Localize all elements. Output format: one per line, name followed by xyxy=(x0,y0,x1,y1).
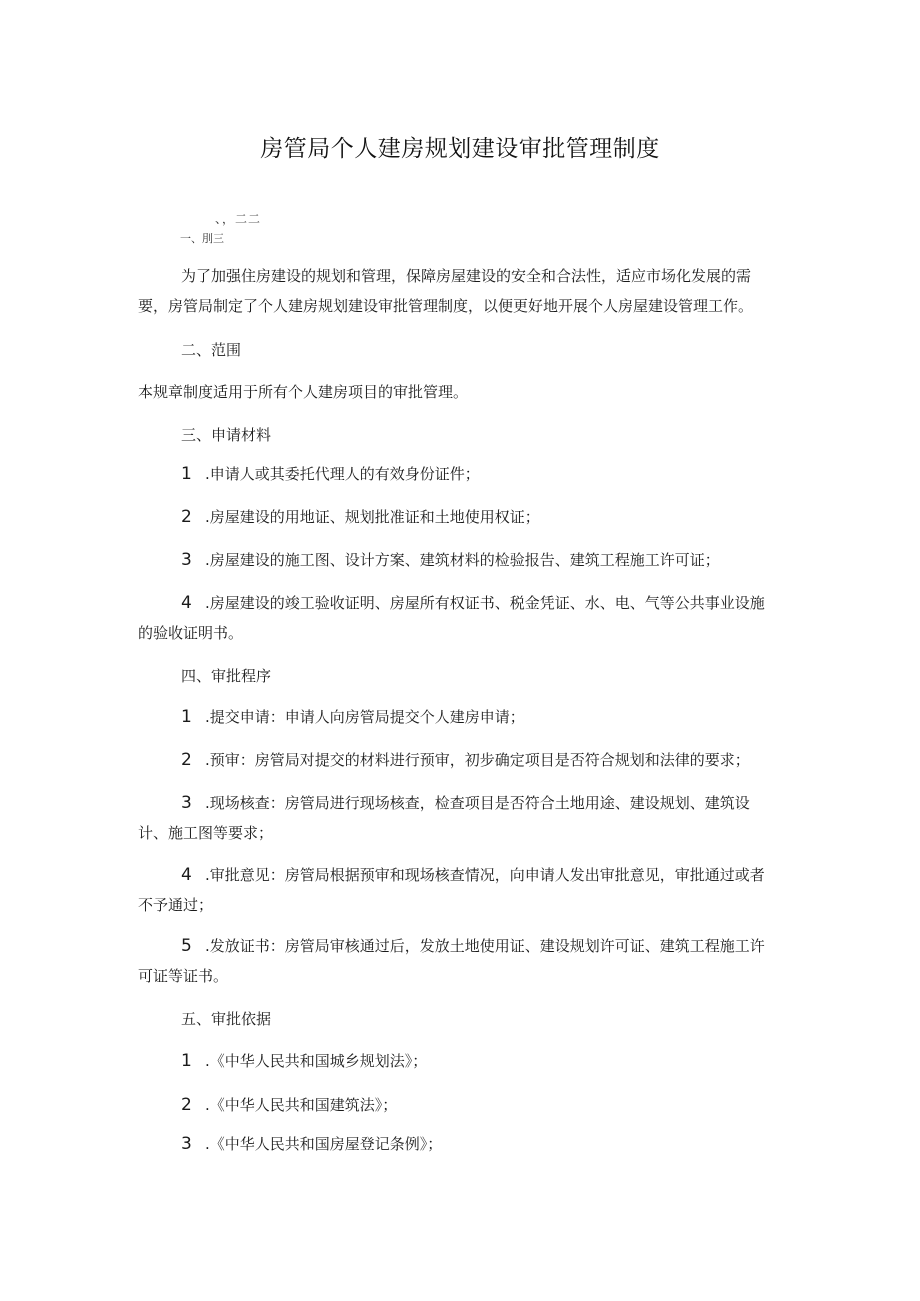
list-number: 3 xyxy=(181,550,192,570)
section-heading-basis: 五、审批依据 xyxy=(181,1010,272,1028)
list-item xyxy=(181,749,750,770)
document-title: 房管局个人建房规划建设审批管理制度 xyxy=(260,136,660,162)
list-item xyxy=(181,1094,397,1115)
list-text: .审批意见：房管局根据预审和现场核查情况，向申请人发出审批意见，审批通过或者 xyxy=(205,866,765,884)
list-item-continuation: 的验收证明书。 xyxy=(138,624,244,642)
list-number: 4 xyxy=(181,593,192,613)
list-number: 2 xyxy=(181,507,192,527)
header-fragment-2: 一、刖三 xyxy=(180,232,224,245)
list-text: .房屋建设的用地证、规划批准证和土地使用权证； xyxy=(205,508,540,526)
list-number: 2 xyxy=(181,1095,192,1115)
list-item xyxy=(181,1133,442,1154)
list-item-continuation: 计、施工图等要求； xyxy=(138,824,274,842)
list-number: 4 xyxy=(181,865,192,885)
intro-line-1: 为了加强住房建设的规划和管理，保障房屋建设的安全和合法性，适应市场化发展的需 xyxy=(181,267,752,285)
list-text: .申请人或其委托代理人的有效身份证件； xyxy=(205,465,480,483)
section-heading-procedure: 四、审批程序 xyxy=(181,667,272,685)
list-item-continuation: 可证等证书。 xyxy=(138,967,229,985)
list-text: .房屋建设的竣工验收证明、房屋所有权证书、税金凭证、水、电、气等公共事业设施 xyxy=(205,594,765,612)
list-text: .提交申请：申请人向房管局提交个人建房申请； xyxy=(205,708,525,726)
list-item-continuation: 不予通过； xyxy=(138,896,214,914)
list-item xyxy=(181,706,525,727)
list-item xyxy=(181,792,750,813)
list-item xyxy=(181,463,480,484)
list-item xyxy=(181,549,720,570)
list-text: .《中华人民共和国房屋登记条例》； xyxy=(205,1135,443,1153)
list-number: 3 xyxy=(181,1134,192,1154)
list-text: .《中华人民共和国城乡规划法》； xyxy=(205,1052,428,1070)
list-item xyxy=(181,506,540,527)
section-heading-materials: 三、申请材料 xyxy=(181,426,272,444)
section-heading-scope: 二、范围 xyxy=(181,341,242,359)
list-number: 2 xyxy=(181,750,192,770)
list-text: .发放证书：房管局审核通过后，发放土地使用证、建设规划许可证、建筑工程施工许 xyxy=(205,937,765,955)
list-text: .预审：房管局对提交的材料进行预审，初步确定项目是否符合规划和法律的要求； xyxy=(205,751,750,769)
list-number: 1 xyxy=(181,464,192,484)
scope-text: 本规章制度适用于所有个人建房项目的审批管理。 xyxy=(138,383,469,401)
list-number: 1 xyxy=(181,1051,192,1071)
header-fragment-1: 、，二二 xyxy=(215,212,262,226)
list-text: .《中华人民共和国建筑法》； xyxy=(205,1096,398,1114)
list-number: 1 xyxy=(181,707,192,727)
intro-line-2: 要，房管局制定了个人建房规划建设审批管理制度，以便更好地开展个人房屋建设管理工作。 xyxy=(138,297,754,315)
list-number: 5 xyxy=(181,936,192,956)
list-item xyxy=(181,592,765,613)
list-text: .现场核查：房管局进行现场核查，检查项目是否符合土地用途、建设规划、建筑设 xyxy=(205,794,750,812)
list-number: 3 xyxy=(181,793,192,813)
list-item xyxy=(181,1050,427,1071)
list-item xyxy=(181,864,765,885)
list-text: .房屋建设的施工图、设计方案、建筑材料的检验报告、建筑工程施工许可证； xyxy=(205,551,720,569)
list-item xyxy=(181,935,765,956)
